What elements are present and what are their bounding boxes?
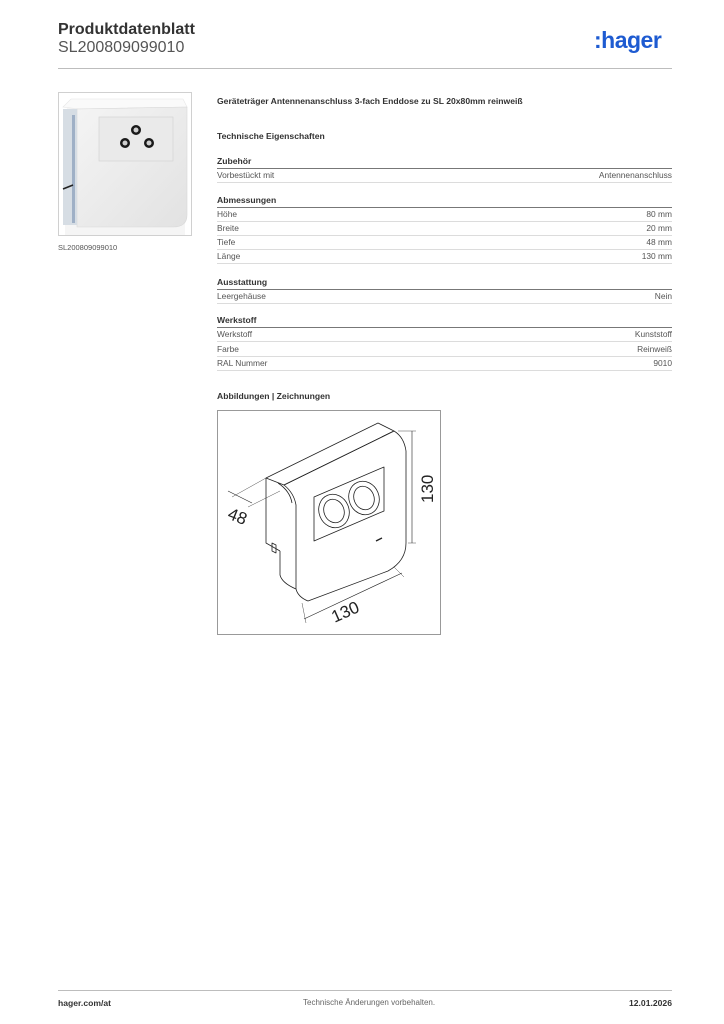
- group-title-accessories: Zubehör: [217, 156, 252, 166]
- group-title-material: Werkstoff: [217, 315, 257, 325]
- footer-notice: Technische Änderungen vorbehalten.: [303, 998, 436, 1007]
- spec-row: [217, 290, 672, 304]
- spec-label: Leergehäuse: [217, 291, 266, 301]
- spec-value: Antennenanschluss: [598, 170, 672, 180]
- header-divider: [58, 68, 672, 69]
- spec-value: Reinweiß: [637, 344, 672, 354]
- spec-label: Farbe: [217, 344, 239, 354]
- spec-value: Nein: [654, 291, 672, 301]
- spec-row: [217, 328, 672, 342]
- product-title: Geräteträger Antennenanschluss 3-fach Enddose zu SL 20x80mm reinweiß: [217, 96, 523, 106]
- spec-value: 48 mm: [646, 237, 672, 247]
- spec-row: [217, 169, 672, 183]
- brand-name: hager: [601, 27, 662, 53]
- spec-row: [217, 250, 672, 264]
- footer-divider: [58, 990, 672, 991]
- spec-label: Tiefe: [217, 237, 236, 247]
- spec-label: RAL Nummer: [217, 358, 268, 368]
- product-image: [58, 92, 192, 236]
- dimension-height-label: 130: [418, 474, 437, 503]
- footer-website: hager.com/at: [58, 998, 112, 1008]
- spec-label: Breite: [217, 223, 239, 233]
- spec-label: Vorbestückt mit: [217, 170, 275, 180]
- technical-heading: Technische Eigenschaften: [217, 131, 325, 141]
- spec-row: [217, 222, 672, 236]
- article-number: SL200809099010: [58, 39, 185, 56]
- spec-value: 20 mm: [646, 223, 672, 233]
- dimension-length-label: 130: [328, 597, 363, 627]
- spec-value: 130 mm: [641, 251, 672, 261]
- spec-label: Länge: [217, 251, 241, 261]
- spec-value: 9010: [653, 358, 672, 368]
- spec-label: Höhe: [217, 209, 238, 219]
- group-title-dimensions: Abmessungen: [217, 195, 277, 205]
- document-title: Produktdatenblatt: [58, 21, 195, 38]
- footer-date: 12.01.2026: [628, 998, 672, 1008]
- spec-row: [217, 236, 672, 250]
- spec-value: 80 mm: [646, 209, 672, 219]
- spec-value: Kunststoff: [634, 329, 672, 339]
- group-title-equipment: Ausstattung: [217, 277, 268, 287]
- spec-label: Werkstoff: [217, 329, 253, 339]
- technical-drawing: [217, 410, 441, 635]
- hager-logo: :hager: [594, 27, 662, 53]
- spec-row: [217, 357, 672, 371]
- dimension-depth-label: 48: [225, 504, 250, 529]
- figures-heading: Abbildungen | Zeichnungen: [217, 391, 331, 401]
- spec-row: [217, 343, 672, 357]
- spec-row: [217, 208, 672, 222]
- product-image-caption: SL200809099010: [58, 243, 118, 252]
